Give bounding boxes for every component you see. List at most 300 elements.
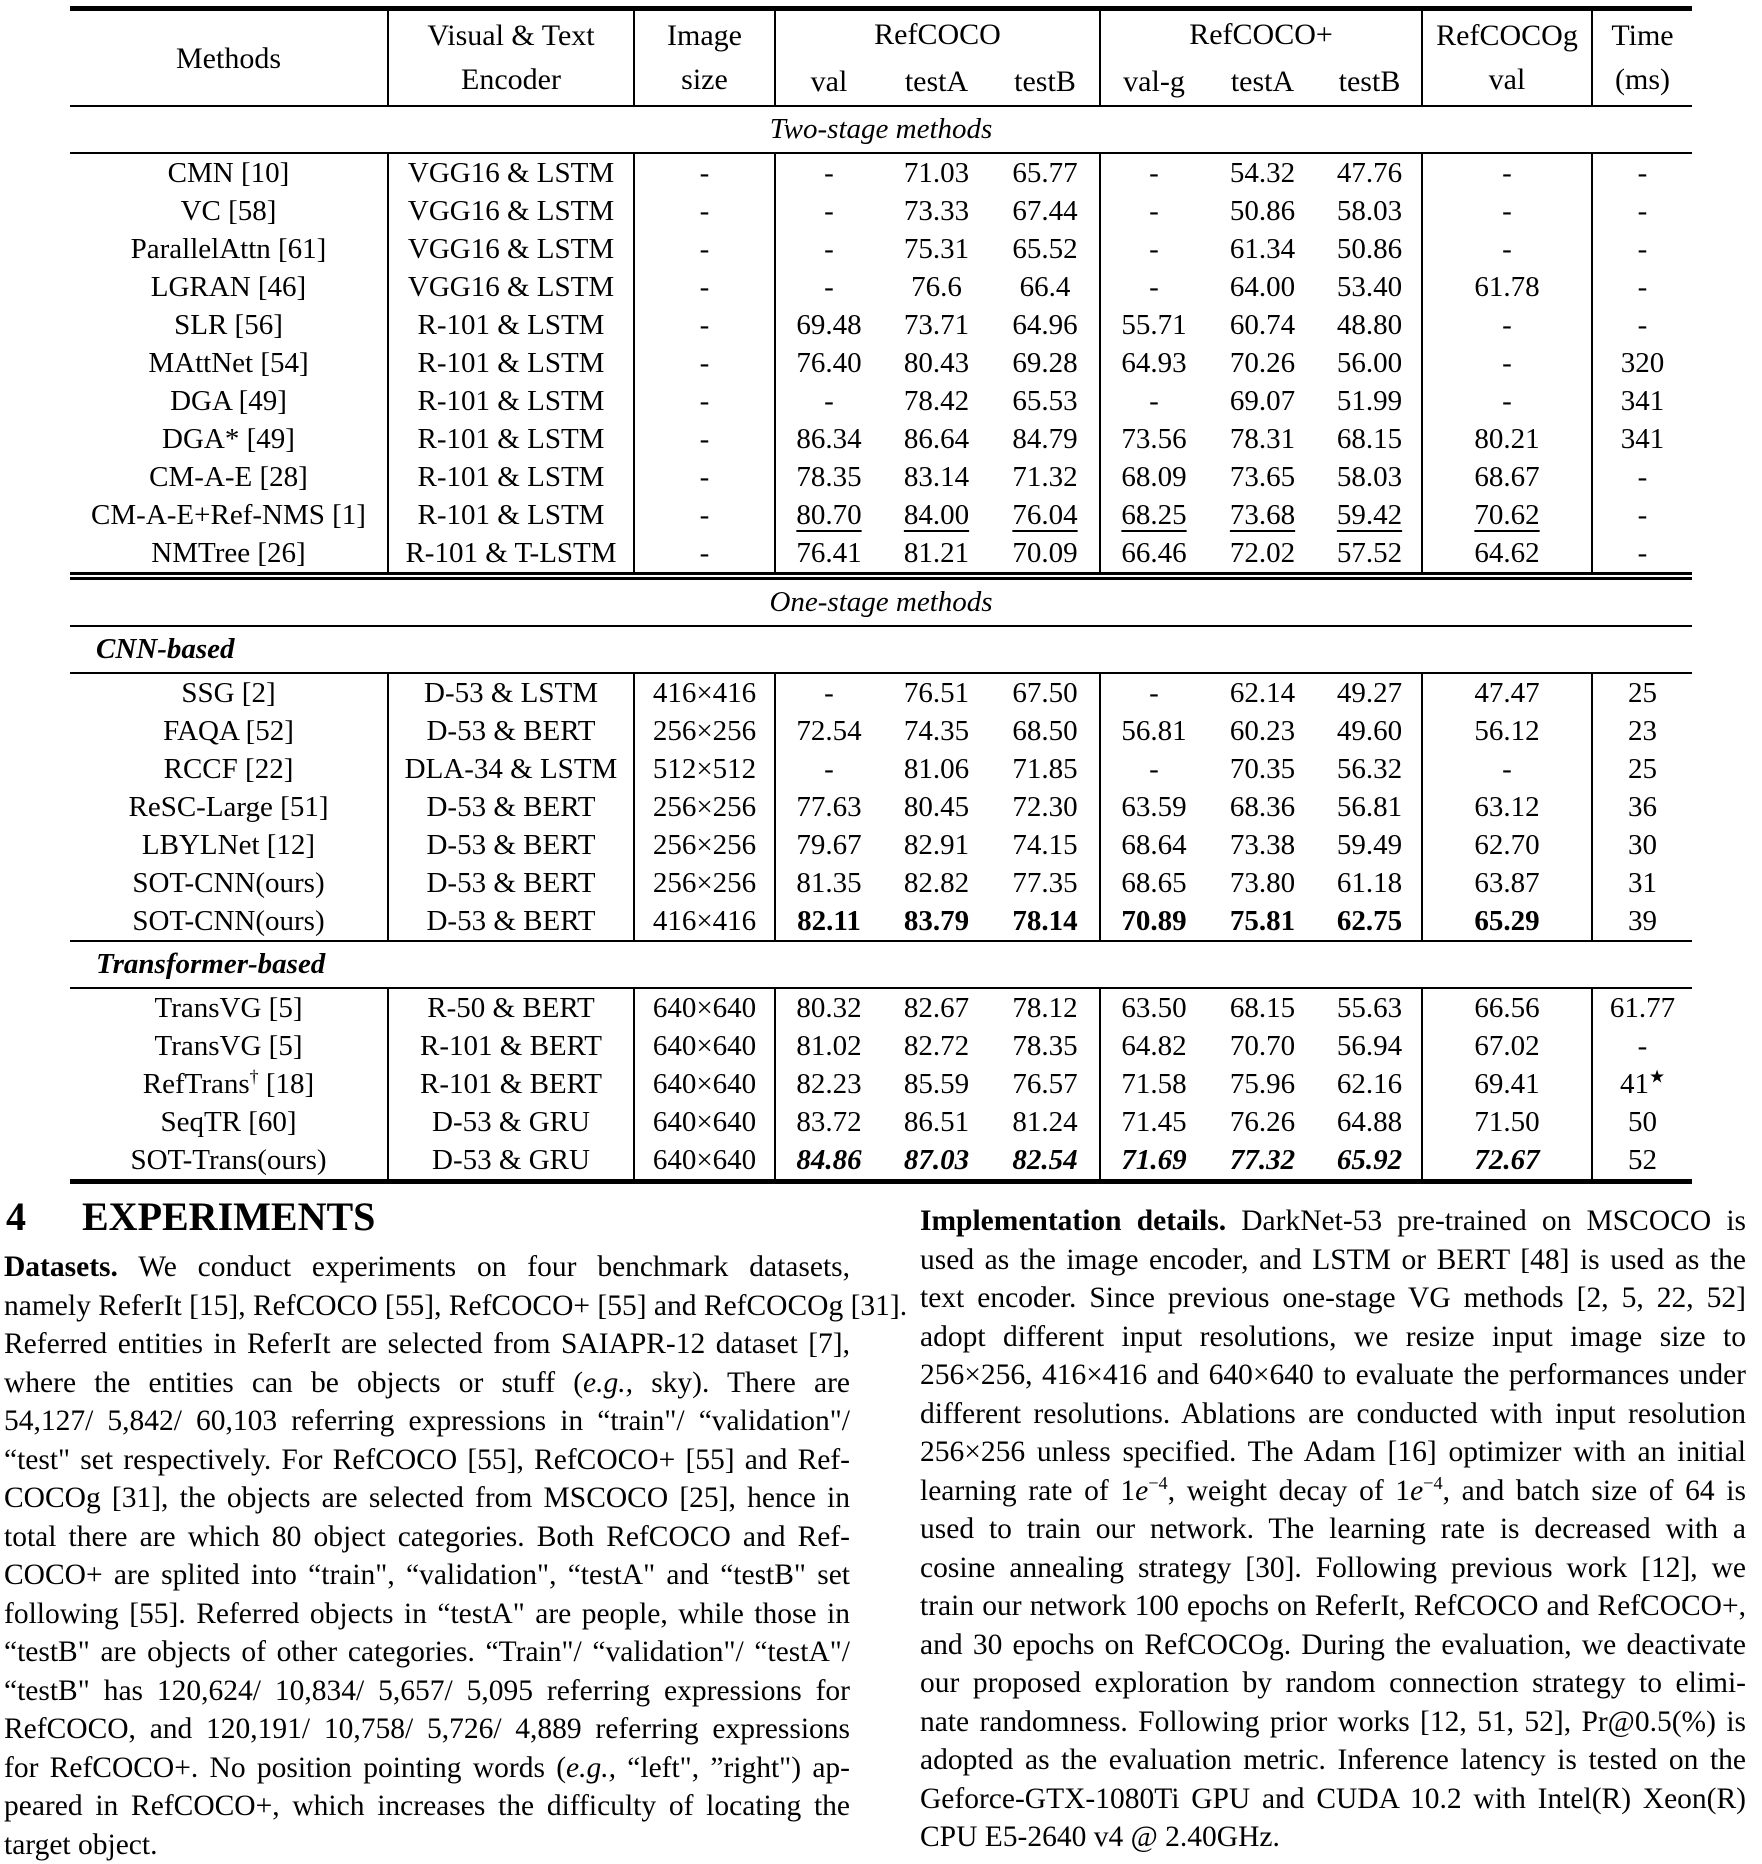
cell-refcoco-testa: 73.71: [882, 306, 991, 344]
cell-refcoco-val: 80.70: [775, 496, 882, 534]
cell-refcocop-valg: 68.64: [1100, 826, 1207, 864]
cell-refcoco-val: 69.48: [775, 306, 882, 344]
cell-encoder: D-53 & GRU: [388, 1141, 634, 1182]
cell-refcocop-testb: 56.94: [1318, 1027, 1422, 1065]
cell-refcocop-testa: 73.38: [1207, 826, 1318, 864]
cell-time: 25: [1592, 750, 1692, 788]
cell-refcocop-testb: 64.88: [1318, 1103, 1422, 1141]
cell-encoder: R-101 & LSTM: [388, 420, 634, 458]
group-header-refcocog-line2: val: [1423, 58, 1591, 102]
cell-refcoco-testa: 76.51: [882, 673, 991, 712]
cell-refcoco-testa: 81.21: [882, 534, 991, 576]
cell-refcocop-testb: 62.16: [1318, 1065, 1422, 1103]
cell-encoder: VGG16 & LSTM: [388, 153, 634, 192]
cell-refcocop-testa: 70.26: [1207, 344, 1318, 382]
table-row: [70, 458, 1692, 496]
cell-refcocop-testb: 65.92: [1318, 1141, 1422, 1182]
cell-method: FAQA [52]: [70, 712, 388, 750]
text-line: where the entities can be objects or stuff (e.g., sky). There are: [4, 1364, 850, 1403]
cell-encoder: VGG16 & LSTM: [388, 268, 634, 306]
cell-refcoco-testa: 74.35: [882, 712, 991, 750]
cell-refcocop-valg: 71.58: [1100, 1065, 1207, 1103]
cell-refcoco-testb: 76.04: [991, 496, 1100, 534]
cell-refcocop-valg: 66.46: [1100, 534, 1207, 576]
cell-image-size: -: [634, 268, 775, 306]
cell-image-size: -: [634, 192, 775, 230]
text-line: Geforce-GTX-1080Ti GPU and CUDA 10.2 with Intel(R) Xeon(R): [920, 1780, 1746, 1819]
table-row: [70, 230, 1692, 268]
table-row: [70, 344, 1692, 382]
cell-refcocop-valg: 68.25: [1100, 496, 1207, 534]
cell-refcocop-testa: 61.34: [1207, 230, 1318, 268]
table-row: [70, 1103, 1692, 1141]
cell-refcoco-testb: 81.24: [991, 1103, 1100, 1141]
cell-refcocog-val: -: [1422, 192, 1592, 230]
cell-refcoco-val: 82.11: [775, 902, 882, 941]
cell-refcocog-val: -: [1422, 153, 1592, 192]
cell-time: -: [1592, 534, 1692, 576]
cell-encoder: R-101 & LSTM: [388, 458, 634, 496]
table-row: [70, 826, 1692, 864]
cell-encoder: D-53 & BERT: [388, 902, 634, 941]
cell-encoder: D-53 & BERT: [388, 712, 634, 750]
table-row: [70, 902, 1692, 941]
cell-refcocop-testa: 75.81: [1207, 902, 1318, 941]
cell-refcoco-testa: 83.79: [882, 902, 991, 941]
text-line: nate randomness. Following prior works [12, 51, 52], Pr@0.5(%) is: [920, 1703, 1746, 1742]
cell-encoder: D-53 & GRU: [388, 1103, 634, 1141]
cell-refcocop-valg: -: [1100, 153, 1207, 192]
cell-time: -: [1592, 306, 1692, 344]
cell-refcoco-val: -: [775, 192, 882, 230]
cell-image-size: -: [634, 153, 775, 192]
cell-refcocop-testa: 70.35: [1207, 750, 1318, 788]
table-row: [70, 988, 1692, 1027]
col-header-image-size: [634, 9, 775, 107]
text-line: peared in RefCOCO+, which increases the difficulty of locating the: [4, 1787, 850, 1826]
cell-time: 36: [1592, 788, 1692, 826]
section-number: 4: [6, 1193, 26, 1240]
col-header-time: [1592, 9, 1692, 107]
left-text-column: [4, 1248, 850, 1864]
cell-time: -: [1592, 458, 1692, 496]
cell-refcocop-testa: 60.74: [1207, 306, 1318, 344]
cell-refcocop-testa: 64.00: [1207, 268, 1318, 306]
results-table-wrap: [70, 6, 1692, 1184]
cell-refcoco-testb: 65.53: [991, 382, 1100, 420]
cell-refcocop-valg: 71.45: [1100, 1103, 1207, 1141]
cell-refcocog-val: 63.87: [1422, 864, 1592, 902]
sub-header-refcoco-testa: testA: [882, 58, 991, 106]
cell-refcoco-testa: 84.00: [882, 496, 991, 534]
cell-refcoco-val: -: [775, 673, 882, 712]
cell-refcoco-testb: 69.28: [991, 344, 1100, 382]
sub-header-refcoco-testb: testB: [991, 58, 1100, 106]
cell-refcocog-val: 70.62: [1422, 496, 1592, 534]
text-line: COCOg [31], the objects are selected from MSCOCO [25], hence in: [4, 1479, 850, 1518]
cell-time: 320: [1592, 344, 1692, 382]
table-row: [70, 712, 1692, 750]
cell-encoder: R-101 & BERT: [388, 1027, 634, 1065]
cell-time: -: [1592, 496, 1692, 534]
cell-encoder: VGG16 & LSTM: [388, 192, 634, 230]
table-section-label: Two-stage methods: [70, 106, 1692, 153]
cell-refcocog-val: 72.67: [1422, 1141, 1592, 1182]
table-row: [70, 750, 1692, 788]
cell-refcocop-testa: 73.80: [1207, 864, 1318, 902]
cell-refcocog-val: 61.78: [1422, 268, 1592, 306]
cell-refcocop-testa: 73.68: [1207, 496, 1318, 534]
cell-image-size: 416×416: [634, 902, 775, 941]
cell-method: DGA [49]: [70, 382, 388, 420]
cell-time: 61.77: [1592, 988, 1692, 1027]
text-line: namely ReferIt [15], RefCOCO [55], RefCOCO+ [55] and RefCOCOg [31].: [4, 1287, 850, 1326]
cell-refcoco-testb: 67.44: [991, 192, 1100, 230]
sub-header-refcocop-valg: val-g: [1100, 58, 1207, 106]
cell-image-size: 640×640: [634, 1065, 775, 1103]
cell-refcocop-testb: 58.03: [1318, 458, 1422, 496]
cell-refcocop-testb: 49.27: [1318, 673, 1422, 712]
cell-refcoco-testb: 68.50: [991, 712, 1100, 750]
cell-refcoco-val: 81.35: [775, 864, 882, 902]
cell-refcoco-testa: 86.51: [882, 1103, 991, 1141]
cell-refcocop-testa: 69.07: [1207, 382, 1318, 420]
text-line: Datasets. We conduct experiments on four benchmark datasets,: [4, 1248, 850, 1287]
table-row: [70, 268, 1692, 306]
cell-encoder: VGG16 & LSTM: [388, 230, 634, 268]
text-line: total there are which 80 object categories. Both RefCOCO and Ref-: [4, 1518, 850, 1557]
cell-refcoco-testb: 82.54: [991, 1141, 1100, 1182]
cell-refcoco-testb: 64.96: [991, 306, 1100, 344]
cell-encoder: R-101 & LSTM: [388, 306, 634, 344]
cell-refcoco-val: -: [775, 153, 882, 192]
cell-refcoco-testa: 83.14: [882, 458, 991, 496]
col-header-methods: Methods: [70, 9, 388, 107]
cell-encoder: D-53 & LSTM: [388, 673, 634, 712]
cell-refcocop-valg: -: [1100, 268, 1207, 306]
cell-refcocop-testb: 55.63: [1318, 988, 1422, 1027]
paragraph-lead: Datasets.: [4, 1251, 118, 1283]
col-header-time-line2: (ms): [1593, 58, 1692, 102]
cell-refcocop-valg: 64.82: [1100, 1027, 1207, 1065]
text-line: cosine annealing strategy [30]. Following previous work [12], we: [920, 1549, 1746, 1588]
cell-method: SeqTR [60]: [70, 1103, 388, 1141]
cell-image-size: -: [634, 534, 775, 576]
cell-refcocog-val: 56.12: [1422, 712, 1592, 750]
cell-refcocop-valg: -: [1100, 230, 1207, 268]
cell-refcoco-val: 84.86: [775, 1141, 882, 1182]
text-line: different resolutions. Ablations are conducted with input resolution: [920, 1395, 1746, 1434]
cell-refcocog-val: 47.47: [1422, 673, 1592, 712]
cell-encoder: DLA-34 & LSTM: [388, 750, 634, 788]
cell-refcoco-testa: 75.31: [882, 230, 991, 268]
text-line: learning rate of $1e^{-4}$, weight decay of $1e^{-4}$, and batch size of 64 is: [920, 1472, 1746, 1511]
text-line: for RefCOCO+. No position pointing words (e.g., “left", ”right") ap-: [4, 1749, 850, 1788]
table-row: [70, 153, 1692, 192]
cell-refcoco-val: 82.23: [775, 1065, 882, 1103]
cell-method: VC [58]: [70, 192, 388, 230]
cell-refcoco-testa: 86.64: [882, 420, 991, 458]
text-line: and 30 epochs on RefCOCOg. During the evaluation, we deactivate: [920, 1626, 1746, 1665]
cell-refcoco-testb: 71.85: [991, 750, 1100, 788]
text-line: “testB" has 120,624/ 10,834/ 5,657/ 5,095 referring expressions for: [4, 1672, 850, 1711]
cell-refcocop-testb: 59.42: [1318, 496, 1422, 534]
cell-refcocop-testa: 76.26: [1207, 1103, 1318, 1141]
cell-refcoco-val: 78.35: [775, 458, 882, 496]
cell-refcocop-testb: 47.76: [1318, 153, 1422, 192]
cell-refcoco-testb: 76.57: [991, 1065, 1100, 1103]
cell-refcoco-val: 77.63: [775, 788, 882, 826]
cell-refcocop-valg: 68.65: [1100, 864, 1207, 902]
cell-refcoco-testb: 65.52: [991, 230, 1100, 268]
cell-image-size: -: [634, 420, 775, 458]
cell-refcoco-testa: 80.45: [882, 788, 991, 826]
cell-refcoco-val: 81.02: [775, 1027, 882, 1065]
cell-refcoco-testb: 74.15: [991, 826, 1100, 864]
text-line: following [55]. Referred objects in “testA" are people, while those in: [4, 1595, 850, 1634]
results-table: [70, 6, 1692, 1184]
col-header-encoder-line1: Visual & Text: [389, 14, 633, 58]
cell-refcoco-testb: 65.77: [991, 153, 1100, 192]
cell-refcocop-testb: 56.81: [1318, 788, 1422, 826]
cell-encoder: R-101 & LSTM: [388, 382, 634, 420]
cell-encoder: R-101 & BERT: [388, 1065, 634, 1103]
cell-refcocop-testa: 72.02: [1207, 534, 1318, 576]
cell-method: TransVG [5]: [70, 1027, 388, 1065]
cell-refcocop-testb: 68.15: [1318, 420, 1422, 458]
cell-refcoco-testa: 71.03: [882, 153, 991, 192]
cell-refcocop-testb: 56.32: [1318, 750, 1422, 788]
text-line: 256×256 unless specified. The Adam [16] optimizer with an initial: [920, 1433, 1746, 1472]
cell-time: 52: [1592, 1141, 1692, 1182]
cell-image-size: 640×640: [634, 988, 775, 1027]
cell-encoder: D-53 & BERT: [388, 826, 634, 864]
cell-time: -: [1592, 192, 1692, 230]
cell-refcocop-testb: 59.49: [1318, 826, 1422, 864]
cell-refcocop-valg: -: [1100, 750, 1207, 788]
cell-refcocog-val: -: [1422, 750, 1592, 788]
cell-refcocog-val: 63.12: [1422, 788, 1592, 826]
text-line: 256×256, 416×416 and 640×640 to evaluate the performances under: [920, 1356, 1746, 1395]
cell-refcoco-val: 79.67: [775, 826, 882, 864]
table-row: [70, 864, 1692, 902]
cell-refcocop-testa: 54.32: [1207, 153, 1318, 192]
cell-method: MAttNet [54]: [70, 344, 388, 382]
cell-refcoco-testa: 80.43: [882, 344, 991, 382]
group-header-refcocog: [1422, 9, 1592, 107]
cell-refcoco-val: 76.41: [775, 534, 882, 576]
cell-refcoco-testb: 70.09: [991, 534, 1100, 576]
cell-refcoco-val: -: [775, 750, 882, 788]
cell-refcoco-testb: 78.14: [991, 902, 1100, 941]
cell-time: 39: [1592, 902, 1692, 941]
text-line: COCO+ are splited into “train", “validation", “testA" and “testB" set: [4, 1556, 850, 1595]
cell-time: -: [1592, 230, 1692, 268]
cell-image-size: 416×416: [634, 673, 775, 712]
cell-refcoco-testb: 66.4: [991, 268, 1100, 306]
col-header-encoder: [388, 9, 634, 107]
cell-refcocop-valg: -: [1100, 673, 1207, 712]
cell-image-size: 640×640: [634, 1027, 775, 1065]
cell-time: 23: [1592, 712, 1692, 750]
cell-refcocop-testa: 68.15: [1207, 988, 1318, 1027]
paragraph-lead: Implementation details.: [920, 1205, 1226, 1237]
cell-refcocop-valg: -: [1100, 192, 1207, 230]
cell-image-size: 256×256: [634, 826, 775, 864]
cell-refcocop-testa: 73.65: [1207, 458, 1318, 496]
cell-method: ParallelAttn [61]: [70, 230, 388, 268]
cell-time: 31: [1592, 864, 1692, 902]
cell-refcocop-testb: 50.86: [1318, 230, 1422, 268]
cell-refcocog-val: 65.29: [1422, 902, 1592, 941]
table-row: [70, 496, 1692, 534]
cell-refcocop-valg: 56.81: [1100, 712, 1207, 750]
cell-refcocop-testa: 75.96: [1207, 1065, 1318, 1103]
cell-refcocog-val: 80.21: [1422, 420, 1592, 458]
table-row: [70, 1027, 1692, 1065]
cell-method: SSG [2]: [70, 673, 388, 712]
cell-refcoco-testb: 71.32: [991, 458, 1100, 496]
sub-header-refcoco-val: val: [775, 58, 882, 106]
cell-refcoco-val: 83.72: [775, 1103, 882, 1141]
cell-refcocop-testa: 62.14: [1207, 673, 1318, 712]
cell-refcocop-testa: 50.86: [1207, 192, 1318, 230]
text-line: adopted as the evaluation metric. Inference latency is tested on the: [920, 1741, 1746, 1780]
cell-method: SOT-Trans(ours): [70, 1141, 388, 1182]
cell-refcocop-valg: 70.89: [1100, 902, 1207, 941]
text-line: Referred entities in ReferIt are selected from SAIAPR-12 dataset [7],: [4, 1325, 850, 1364]
cell-encoder: D-53 & BERT: [388, 788, 634, 826]
cell-refcoco-testa: 78.42: [882, 382, 991, 420]
group-header-refcoco-plus: RefCOCO+: [1100, 9, 1422, 59]
cell-method: CM-A-E [28]: [70, 458, 388, 496]
cell-refcocop-testa: 60.23: [1207, 712, 1318, 750]
table-row: [70, 1065, 1692, 1103]
cell-refcocop-testb: 56.00: [1318, 344, 1422, 382]
cell-refcocog-val: -: [1422, 306, 1592, 344]
cell-refcoco-testb: 67.50: [991, 673, 1100, 712]
text-line: Implementation details. DarkNet-53 pre-trained on MSCOCO is: [920, 1202, 1746, 1241]
cell-refcoco-testa: 82.91: [882, 826, 991, 864]
cell-refcocop-testa: 68.36: [1207, 788, 1318, 826]
cell-refcocop-testa: 78.31: [1207, 420, 1318, 458]
cell-refcocop-testb: 53.40: [1318, 268, 1422, 306]
text-line: CPU E5-2640 v4 @ 2.40GHz.: [920, 1818, 1746, 1857]
cell-refcocog-val: 71.50: [1422, 1103, 1592, 1141]
cell-refcocop-valg: 64.93: [1100, 344, 1207, 382]
cell-method: TransVG [5]: [70, 988, 388, 1027]
text-line: text encoder. Since previous one-stage VG methods [2, 5, 22, 52]: [920, 1279, 1746, 1318]
cell-refcocog-val: 66.56: [1422, 988, 1592, 1027]
right-text-column: [920, 1202, 1746, 1857]
table-row: [70, 1141, 1692, 1182]
table-row: [70, 382, 1692, 420]
text-line: adopt different input resolutions, we resize input image size to: [920, 1318, 1746, 1357]
cell-method: SOT-CNN(ours): [70, 864, 388, 902]
cell-method: LBYLNet [12]: [70, 826, 388, 864]
table-row: [70, 420, 1692, 458]
cell-refcocop-testb: 62.75: [1318, 902, 1422, 941]
cell-refcocog-val: 68.67: [1422, 458, 1592, 496]
cell-refcoco-testa: 76.6: [882, 268, 991, 306]
cell-refcocop-valg: 71.69: [1100, 1141, 1207, 1182]
text-line: “testB" are objects of other categories. “Train"/ “validation"/ “testA"/: [4, 1633, 850, 1672]
text-line: 54,127/ 5,842/ 60,103 referring expressions in “train"/ “validation"/: [4, 1402, 850, 1441]
cell-method: CM-A-E+Ref-NMS [1]: [70, 496, 388, 534]
table-row: [70, 306, 1692, 344]
cell-refcocop-testb: 49.60: [1318, 712, 1422, 750]
cell-refcoco-val: 72.54: [775, 712, 882, 750]
cell-refcoco-testb: 72.30: [991, 788, 1100, 826]
table-section-label: One-stage methods: [70, 576, 1692, 626]
cell-refcocog-val: -: [1422, 382, 1592, 420]
cell-refcoco-testa: 82.67: [882, 988, 991, 1027]
cell-encoder: R-101 & LSTM: [388, 344, 634, 382]
section-heading: [6, 1193, 375, 1240]
cell-time: 30: [1592, 826, 1692, 864]
sub-header-refcocop-testa: testA: [1207, 58, 1318, 106]
text-line: target object.: [4, 1826, 850, 1864]
cell-refcocog-val: 64.62: [1422, 534, 1592, 576]
cell-refcoco-testa: 82.72: [882, 1027, 991, 1065]
cell-refcocop-testb: 57.52: [1318, 534, 1422, 576]
cell-refcoco-val: 80.32: [775, 988, 882, 1027]
cell-time: 41★: [1592, 1065, 1692, 1103]
cell-image-size: -: [634, 458, 775, 496]
cell-encoder: R-101 & T-LSTM: [388, 534, 634, 576]
cell-refcoco-testb: 78.35: [991, 1027, 1100, 1065]
cell-refcoco-val: 86.34: [775, 420, 882, 458]
text-line: used as the image encoder, and LSTM or BERT [48] is used as the: [920, 1241, 1746, 1280]
cell-refcocog-val: -: [1422, 344, 1592, 382]
cell-method: SOT-CNN(ours): [70, 902, 388, 941]
text-line: train our network 100 epochs on ReferIt, RefCOCO and RefCOCO+,: [920, 1587, 1746, 1626]
cell-refcocog-val: 67.02: [1422, 1027, 1592, 1065]
table-subsection-label: CNN-based: [70, 626, 1692, 673]
cell-refcocop-valg: 68.09: [1100, 458, 1207, 496]
cell-refcocog-val: 69.41: [1422, 1065, 1592, 1103]
group-header-refcoco: RefCOCO: [775, 9, 1100, 59]
cell-refcoco-val: -: [775, 382, 882, 420]
cell-image-size: -: [634, 344, 775, 382]
sub-header-refcocop-testb: testB: [1318, 58, 1422, 106]
cell-image-size: 640×640: [634, 1141, 775, 1182]
cell-refcoco-testa: 87.03: [882, 1141, 991, 1182]
cell-refcocog-val: -: [1422, 230, 1592, 268]
cell-refcocop-valg: 63.59: [1100, 788, 1207, 826]
cell-refcocog-val: 62.70: [1422, 826, 1592, 864]
text-line: used to train our network. The learning rate is decreased with a: [920, 1510, 1746, 1549]
cell-encoder: D-53 & BERT: [388, 864, 634, 902]
cell-method: DGA* [49]: [70, 420, 388, 458]
cell-method: RCCF [22]: [70, 750, 388, 788]
cell-method: RefTrans† [18]: [70, 1065, 388, 1103]
col-header-encoder-line2: Encoder: [389, 58, 633, 102]
cell-time: 50: [1592, 1103, 1692, 1141]
cell-refcocop-testa: 70.70: [1207, 1027, 1318, 1065]
cell-method: NMTree [26]: [70, 534, 388, 576]
cell-refcocop-testa: 77.32: [1207, 1141, 1318, 1182]
text-line: RefCOCO, and 120,191/ 10,758/ 5,726/ 4,889 referring expressions: [4, 1710, 850, 1749]
col-header-size-line2: size: [635, 58, 774, 102]
section-title: EXPERIMENTS: [82, 1193, 375, 1240]
cell-refcoco-testb: 77.35: [991, 864, 1100, 902]
cell-refcoco-val: 76.40: [775, 344, 882, 382]
cell-encoder: R-50 & BERT: [388, 988, 634, 1027]
cell-time: -: [1592, 1027, 1692, 1065]
cell-refcocop-valg: 63.50: [1100, 988, 1207, 1027]
cell-refcoco-testb: 84.79: [991, 420, 1100, 458]
